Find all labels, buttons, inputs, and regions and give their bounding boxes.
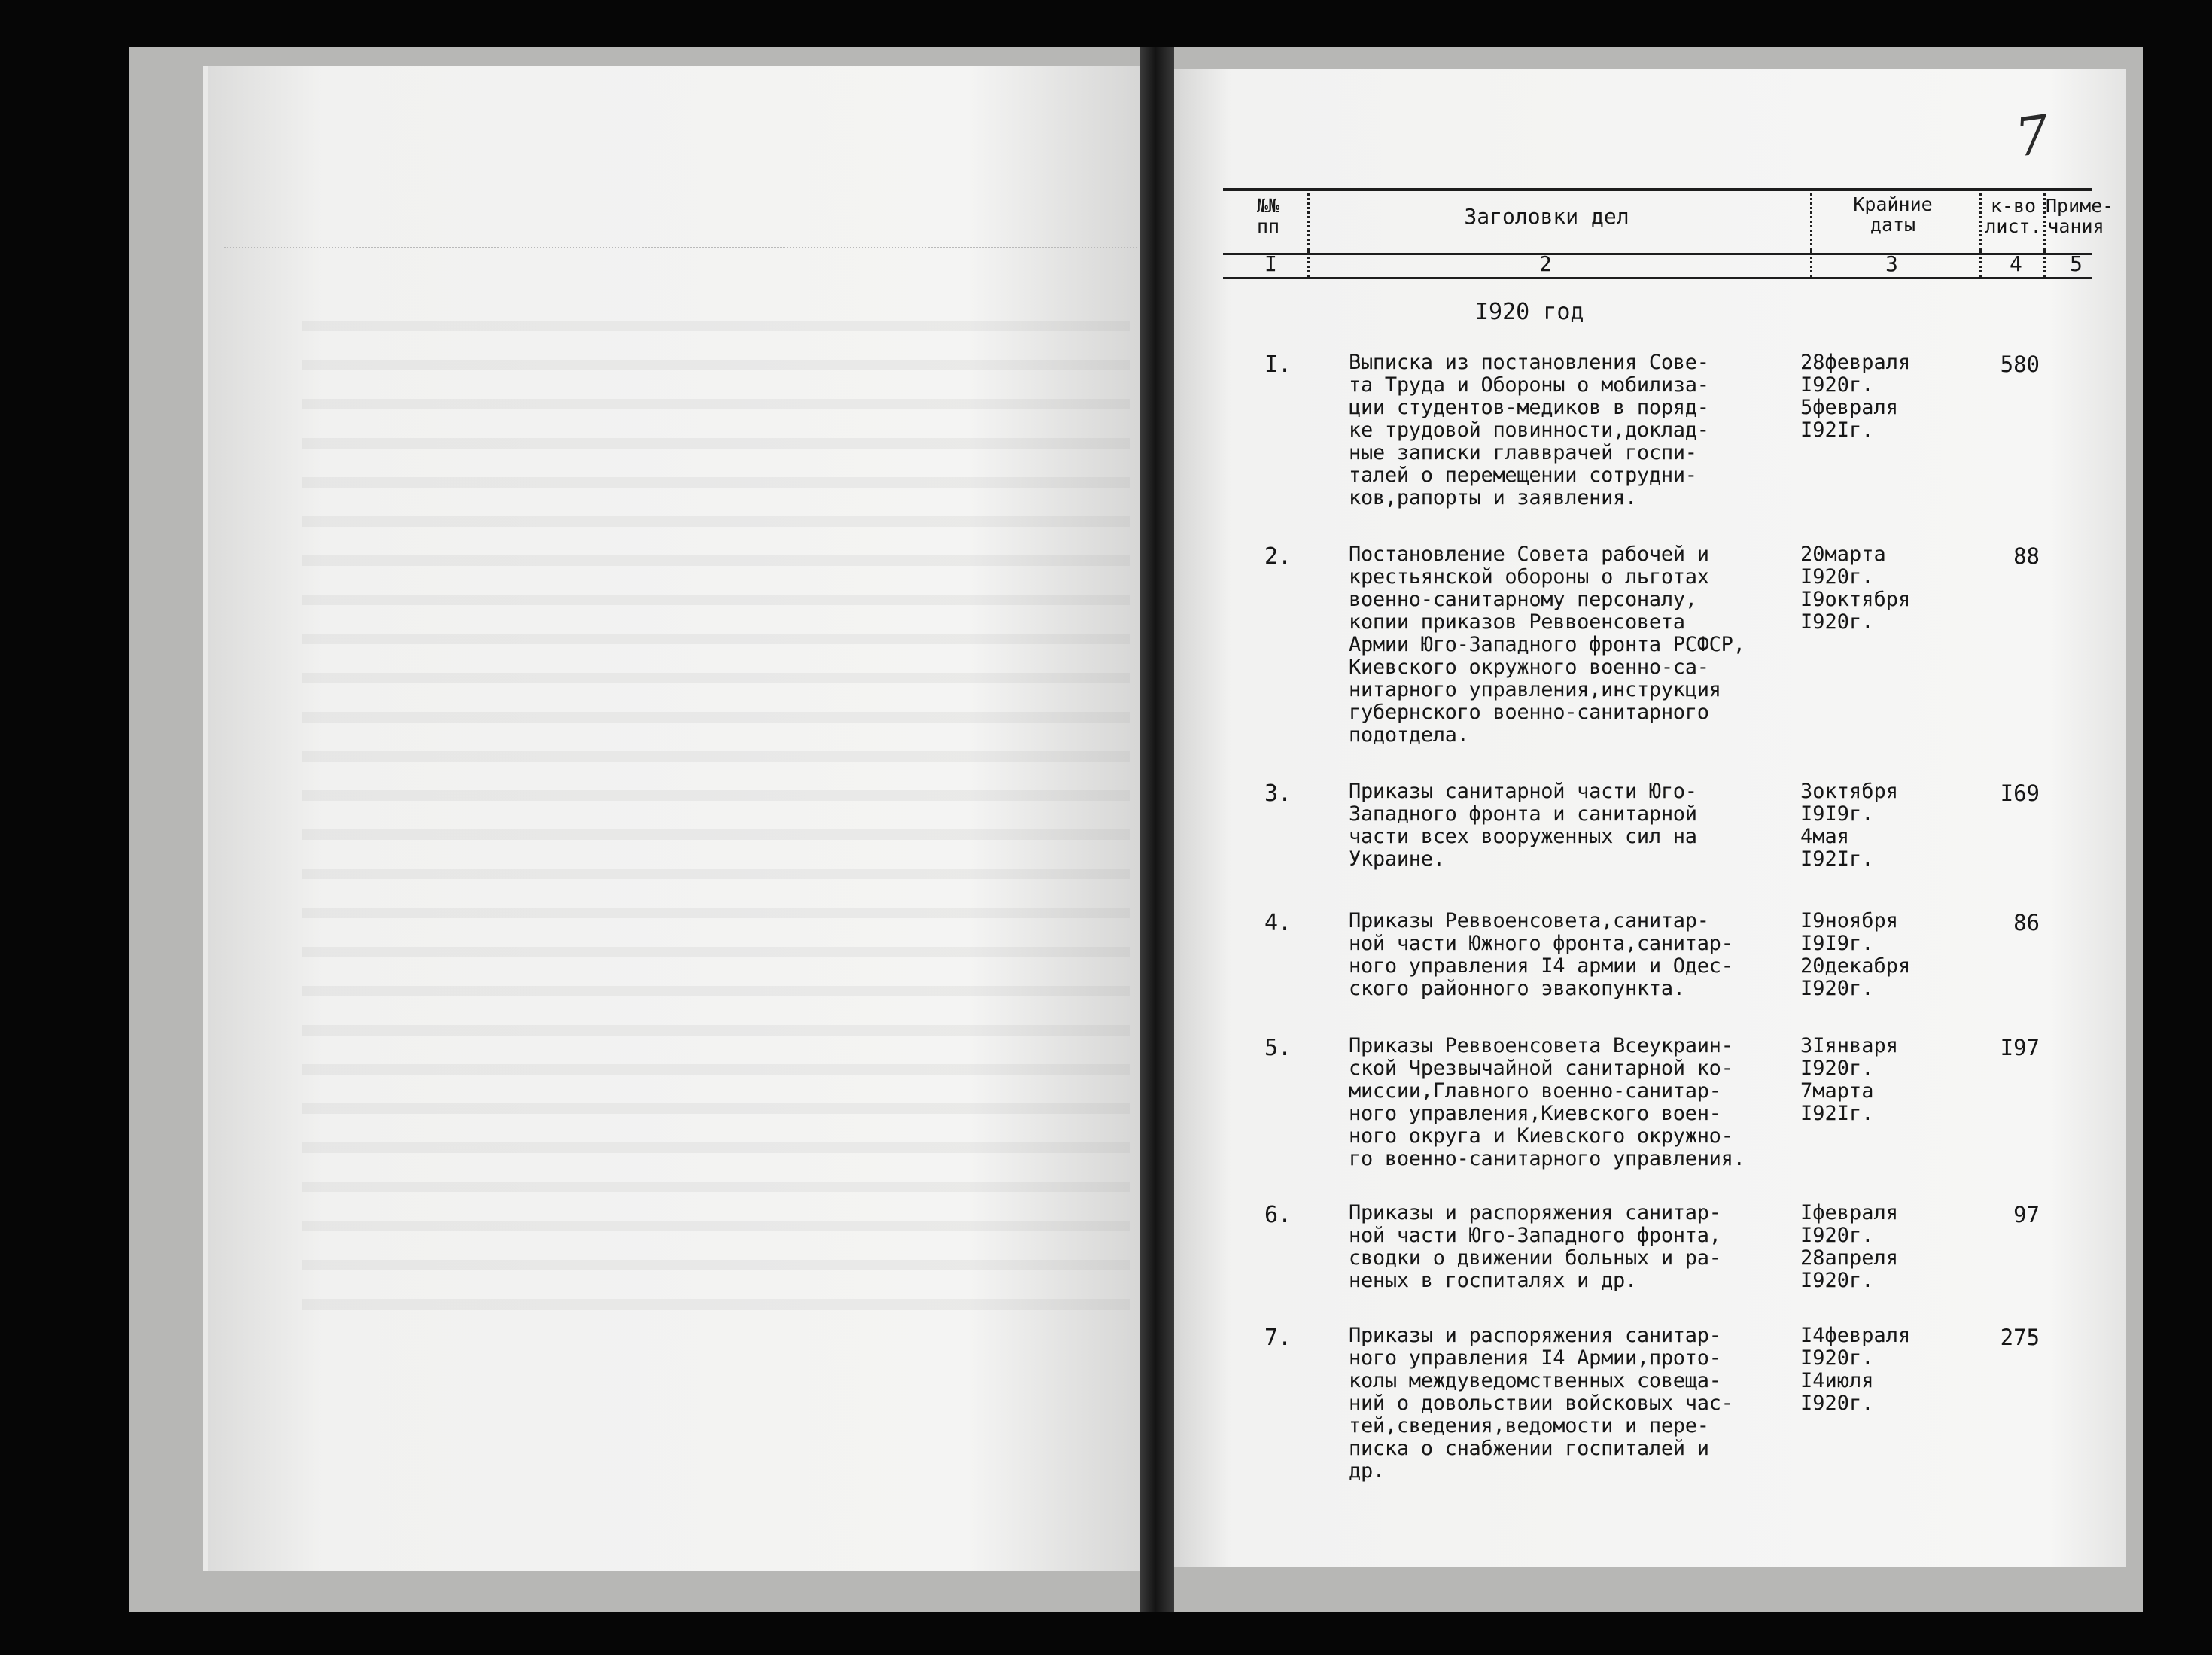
row-sheet-count: 580	[2000, 351, 2040, 377]
row-number: I.	[1264, 351, 1292, 378]
row-title: Приказы Реввоенсовета Всеукраин- ской Чрезвычайной санитарной ко- миссии,Главного военно-санитар- ного управления,Киевского воен- ного округа и Киевского окружно- го военно-санитарного управления.	[1349, 1034, 1745, 1170]
row-dates: 28февраля I920г. 5февраля I92Iг.	[1800, 351, 1911, 442]
right-page	[1174, 69, 2126, 1567]
row-dates: I4февраля I920г. I4июля I920г.	[1800, 1324, 1911, 1415]
row-title: Постановление Совета рабочей и крестьянской обороны о льготах военно-санитарному персоналу, копии приказов Реввоенсовета Армии Юго-Западного фронта РСФСР, Киевского окружного военно-са- нитарного управления,инструкция губернского военно-санитарного подотдела.	[1349, 543, 1745, 747]
row-number: 4.	[1264, 910, 1292, 936]
row-number: 5.	[1264, 1035, 1292, 1061]
row-number: 7.	[1264, 1325, 1292, 1351]
row-sheet-count: 97	[2013, 1202, 2040, 1228]
book-spine	[1140, 47, 1174, 1612]
row-number: 6.	[1264, 1202, 1292, 1228]
table-header	[1223, 188, 2114, 255]
row-sheet-count: I69	[2000, 780, 2040, 806]
column-number: 5	[2070, 251, 2083, 276]
row-sheet-count: 88	[2013, 543, 2040, 569]
column-number: 2	[1539, 251, 1552, 276]
row-sheet-count: 275	[2000, 1325, 2040, 1350]
left-page-blank	[203, 66, 1160, 1571]
row-dates: Iфевраля I920г. 28апреля I920г.	[1800, 1201, 1899, 1292]
left-page-ruled-line	[224, 247, 1137, 248]
left-page-bleedthrough	[302, 292, 1130, 1331]
header-col-notes: Приме- чания	[2046, 195, 2114, 237]
row-sheet-count: I97	[2000, 1035, 2040, 1060]
row-number: 3.	[1264, 780, 1292, 807]
page-number: 7	[2011, 103, 2054, 169]
row-title: Приказы и распоряжения санитар- ного управления I4 Армии,прото- колы междуведомственных совеща- ний о довольствии войсковых час- тей,сведения,ведомости и пере- писка о снабжении госпиталей и др.	[1349, 1324, 1733, 1483]
row-dates: 3октября I9I9г. 4мая I92Iг.	[1800, 780, 1899, 871]
row-title: Приказы Реввоенсовета,санитар- ной части Южного фронта,санитар- ного управления I4 армии и Одес- ского районного эвакопункта.	[1349, 909, 1733, 1000]
row-dates: 3Iянваря I920г. 7марта I92Iг.	[1800, 1034, 1899, 1125]
header-col-dates: Крайние даты	[1853, 193, 1933, 236]
row-dates: I9ноября I9I9г. 20декабря I920г.	[1800, 909, 1911, 1000]
row-sheet-count: 86	[2013, 910, 2040, 936]
year-heading: I920 год	[1475, 299, 1584, 325]
column-number: 3	[1885, 251, 1898, 276]
row-title: Приказы санитарной части Юго- Западного фронта и санитарной части всех вооруженных сил на Украине.	[1349, 780, 1697, 871]
header-col-number: №№ пп	[1256, 195, 1280, 237]
row-title: Выписка из постановления Сове- та Труда и Обороны о мобилиза- ции студентов-медиков в поряд- ке трудовой повинности,доклад- ные записки главврачей госпи- талей о перемещении сотрудни- ков,рапорты и заявления.	[1349, 351, 1709, 510]
row-number: 2.	[1264, 543, 1292, 570]
column-numbers-row	[1223, 251, 2092, 279]
column-number: I	[1264, 251, 1277, 276]
header-col-title: Заголовки дел	[1464, 204, 1629, 229]
column-number: 4	[2010, 251, 2022, 276]
header-col-sheets: к-во лист.	[1985, 195, 2042, 237]
row-dates: 20марта I920г. I9октября I920г.	[1800, 543, 1911, 634]
row-title: Приказы и распоряжения санитар- ной части Юго-Западного фронта, сводки о движении больных и ра- неных в госпиталях и др.	[1349, 1201, 1721, 1292]
